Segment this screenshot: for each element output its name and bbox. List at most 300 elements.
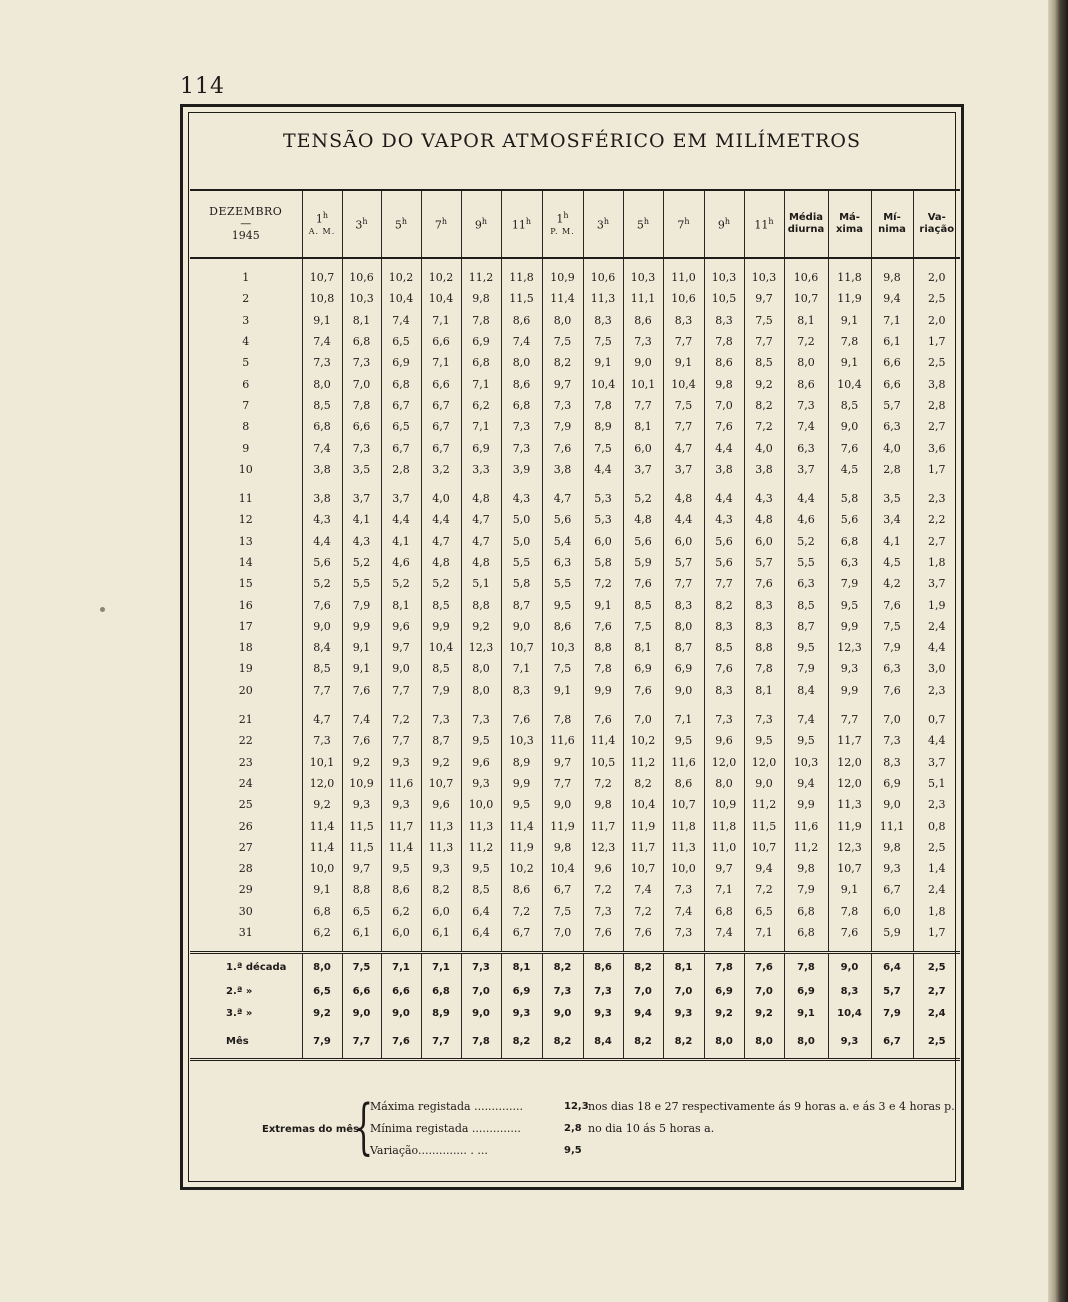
value-cell: 8,1	[623, 416, 663, 437]
value-cell: 11,9	[501, 837, 542, 858]
value-cell: 8,0	[501, 352, 542, 373]
value-cell: 9,0	[871, 794, 913, 815]
summary-label: 2.ª »	[190, 980, 302, 1002]
value-cell: 3,9	[501, 459, 542, 480]
value-cell: 10,4	[583, 373, 623, 394]
summary-value: 9,4	[623, 1002, 663, 1024]
value-cell: 2,7	[928, 534, 946, 548]
value-cell: 2,5	[928, 840, 946, 854]
value-cell: 4,7	[542, 488, 583, 509]
summary-value: 6,8	[421, 980, 461, 1002]
summary-value: 2,7	[927, 985, 946, 997]
hour-header: 11$^h$	[744, 190, 784, 258]
table-row	[190, 594, 960, 615]
value-cell: 4,1	[871, 531, 913, 552]
value-cell: 9,5	[461, 730, 501, 751]
value-cell: 11,1	[623, 288, 663, 309]
value-cell: 9,1	[583, 352, 623, 373]
value-cell: 8,7	[663, 637, 704, 658]
value-cell: 4,8	[421, 552, 461, 573]
value-cell: 9,5	[784, 730, 828, 751]
value-cell: 7,0	[342, 373, 381, 394]
value-cell: 5,5	[784, 552, 828, 573]
value-cell: 6,3	[784, 437, 828, 458]
value-cell: 10,5	[704, 288, 744, 309]
value-cell: 7,6	[623, 680, 663, 701]
value-cell: 9,8	[461, 288, 501, 309]
value-cell: 6,7	[381, 395, 421, 416]
value-cell: 7,6	[623, 922, 663, 943]
value-cell: 7,8	[583, 658, 623, 679]
value-cell: 7,3	[501, 416, 542, 437]
value-cell: 7,0	[623, 709, 663, 730]
value-cell: 8,2	[744, 395, 784, 416]
value-cell: 7,8	[828, 901, 871, 922]
summary-value: 7,7	[342, 1024, 381, 1060]
summary-value: 8,2	[663, 1024, 704, 1060]
value-cell: 11,8	[828, 267, 871, 288]
value-cell: 1,4	[928, 862, 946, 876]
minima-value: 2,8	[564, 1123, 582, 1134]
value-cell: 5,6	[302, 552, 342, 573]
maxima-label: Máxima registada ..............	[370, 1100, 524, 1113]
table-row	[190, 437, 960, 458]
summary-value: 7,6	[744, 953, 784, 981]
value-cell: 11,6	[542, 730, 583, 751]
value-cell: 8,6	[501, 879, 542, 900]
value-cell: 9,0	[663, 680, 704, 701]
day-cell: 8	[190, 416, 302, 437]
value-cell: 7,3	[542, 395, 583, 416]
summary-value: 8,0	[302, 953, 342, 981]
table-row	[190, 709, 960, 730]
value-cell: 6,5	[342, 901, 381, 922]
value-cell: 9,8	[583, 794, 623, 815]
value-cell: 7,0	[542, 922, 583, 943]
value-cell: 11,4	[501, 815, 542, 836]
value-cell: 7,1	[501, 658, 542, 679]
value-cell: 11,4	[302, 837, 342, 858]
value-cell: 11,3	[421, 837, 461, 858]
value-cell: 6,0	[421, 901, 461, 922]
value-cell: 9,5	[461, 858, 501, 879]
value-cell: 6,3	[542, 552, 583, 573]
value-cell: 10,2	[623, 730, 663, 751]
value-cell: 2,4	[928, 619, 946, 633]
value-cell: 9,7	[542, 752, 583, 773]
summary-rows	[190, 953, 960, 1060]
value-cell: 7,7	[663, 331, 704, 352]
decade-summary-row	[190, 1002, 960, 1024]
value-cell: 7,1	[744, 922, 784, 943]
value-cell: 4,8	[461, 552, 501, 573]
value-cell: 10,6	[663, 288, 704, 309]
value-cell: 7,7	[744, 331, 784, 352]
bottom-spacer-row	[190, 943, 960, 953]
value-cell: 8,5	[704, 637, 744, 658]
minima-description: no dia 10 ás 5 horas a.	[588, 1122, 715, 1135]
value-cell: 11,4	[302, 815, 342, 836]
value-cell: 7,0	[704, 395, 744, 416]
table-row	[190, 616, 960, 637]
value-cell: 8,9	[583, 416, 623, 437]
value-cell: 9,1	[542, 680, 583, 701]
table-row	[190, 680, 960, 701]
summary-value: 8,4	[583, 1024, 623, 1060]
value-cell: 8,5	[623, 594, 663, 615]
summary-label: 3.ª »	[190, 1002, 302, 1024]
value-cell: 7,1	[871, 310, 913, 331]
value-cell: 6,9	[461, 331, 501, 352]
day-cell: 9	[190, 437, 302, 458]
day-cell: 22	[190, 730, 302, 751]
value-cell: 9,3	[381, 794, 421, 815]
value-cell: 2,8	[871, 459, 913, 480]
value-cell: 11,9	[828, 815, 871, 836]
day-cell: 23	[190, 752, 302, 773]
summary-value: 8,3	[828, 980, 871, 1002]
value-cell: 11,2	[744, 794, 784, 815]
value-cell: 10,1	[623, 373, 663, 394]
value-cell: 8,0	[542, 310, 583, 331]
value-cell: 7,8	[583, 395, 623, 416]
value-cell: 7,4	[663, 901, 704, 922]
summary-value: 6,9	[704, 980, 744, 1002]
value-cell: 7,2	[744, 879, 784, 900]
value-cell: 1,8	[928, 556, 946, 569]
value-cell: 8,5	[828, 395, 871, 416]
value-cell: 6,0	[381, 922, 421, 943]
value-cell: 5,5	[542, 573, 583, 594]
value-cell: 7,3	[663, 922, 704, 943]
value-cell: 3,8	[302, 488, 342, 509]
value-cell: 6,8	[461, 352, 501, 373]
value-cell: 11,2	[623, 752, 663, 773]
summary-value: 6,5	[302, 980, 342, 1002]
value-cell: 7,6	[704, 416, 744, 437]
value-cell: 4,4	[928, 734, 946, 748]
value-cell: 10,4	[828, 373, 871, 394]
value-cell: 11,7	[828, 730, 871, 751]
value-cell: 11,9	[828, 288, 871, 309]
value-cell: 8,2	[542, 352, 583, 373]
value-cell: 10,9	[342, 773, 381, 794]
value-cell: 7,6	[828, 922, 871, 943]
value-cell: 6,6	[421, 331, 461, 352]
day-cell: 20	[190, 680, 302, 701]
summary-value: 7,0	[461, 980, 501, 1002]
value-cell: 0,8	[928, 819, 946, 833]
value-cell: 11,9	[542, 815, 583, 836]
hour-header: 1$^h$ P. M.	[542, 190, 583, 258]
value-cell: 5,1	[928, 776, 946, 790]
value-cell: 2,3	[928, 683, 946, 697]
value-cell: 6,1	[871, 331, 913, 352]
value-cell: 10,4	[421, 288, 461, 309]
value-cell: 2,0	[928, 313, 946, 327]
table-row	[190, 922, 960, 943]
value-cell: 9,1	[342, 658, 381, 679]
value-cell: 11,2	[461, 267, 501, 288]
value-cell: 11,5	[744, 815, 784, 836]
summary-value: 2,5	[913, 1024, 960, 1060]
value-cell: 12,0	[828, 773, 871, 794]
table-row	[190, 352, 960, 373]
value-cell: 9,5	[744, 730, 784, 751]
table-row	[190, 879, 960, 900]
value-cell: 8,3	[704, 310, 744, 331]
value-cell: 7,4	[302, 437, 342, 458]
value-cell: 6,7	[871, 879, 913, 900]
summary-value: 7,3	[542, 980, 583, 1002]
minima-header: Mí- nima	[871, 190, 913, 258]
value-cell: 3,7	[342, 488, 381, 509]
hour-header: 9$^h$	[461, 190, 501, 258]
decade-summary-row	[190, 980, 960, 1002]
value-cell: 6,6	[871, 352, 913, 373]
value-cell: 9,8	[784, 858, 828, 879]
value-cell: 10,2	[381, 267, 421, 288]
value-cell: 4,0	[421, 488, 461, 509]
value-cell: 4,5	[828, 459, 871, 480]
day-cell: 1	[190, 267, 302, 288]
value-cell: 4,4	[302, 531, 342, 552]
value-cell: 7,2	[623, 901, 663, 922]
value-cell: 2,8	[928, 398, 946, 412]
value-cell: 9,9	[421, 616, 461, 637]
value-cell: 5,6	[704, 552, 744, 573]
value-cell: 9,1	[828, 352, 871, 373]
maxima-description: nos dias 18 e 27 respectivamente ás 9 horas a. e ás 3 e 4 horas p.	[588, 1100, 955, 1113]
value-cell: 4,3	[302, 509, 342, 530]
value-cell: 6,7	[542, 879, 583, 900]
top-spacer-row	[190, 258, 960, 267]
value-cell: 10,7	[623, 858, 663, 879]
value-cell: 6,8	[302, 901, 342, 922]
value-cell: 4,8	[623, 509, 663, 530]
value-cell: 7,8	[828, 331, 871, 352]
value-cell: 12,3	[828, 637, 871, 658]
variacao-value: 9,5	[564, 1145, 582, 1156]
value-cell: 7,9	[342, 594, 381, 615]
summary-value: 9,0	[342, 1002, 381, 1024]
value-cell: 5,2	[381, 573, 421, 594]
value-cell: 8,4	[784, 680, 828, 701]
value-cell: 8,0	[461, 680, 501, 701]
value-cell: 7,3	[704, 709, 744, 730]
value-cell: 6,9	[381, 352, 421, 373]
value-cell: 8,1	[381, 594, 421, 615]
value-cell: 4,4	[663, 509, 704, 530]
value-cell: 8,1	[342, 310, 381, 331]
hour-header: 5$^h$	[623, 190, 663, 258]
maxima-row	[370, 1098, 955, 1116]
value-cell: 7,2	[583, 879, 623, 900]
value-cell: 3,5	[342, 459, 381, 480]
value-cell: 8,6	[704, 352, 744, 373]
value-cell: 4,7	[461, 531, 501, 552]
value-cell: 2,2	[928, 513, 946, 527]
value-cell: 11,9	[623, 815, 663, 836]
value-cell: 5,6	[542, 509, 583, 530]
value-cell: 10,9	[704, 794, 744, 815]
value-cell: 2,3	[928, 798, 946, 812]
day-cell: 18	[190, 637, 302, 658]
value-cell: 12,0	[828, 752, 871, 773]
summary-value: 7,0	[663, 980, 704, 1002]
value-cell: 9,6	[461, 752, 501, 773]
value-cell: 8,7	[421, 730, 461, 751]
value-cell: 10,3	[501, 730, 542, 751]
value-cell: 8,5	[302, 395, 342, 416]
summary-value: 6,9	[784, 980, 828, 1002]
value-cell: 9,1	[302, 879, 342, 900]
value-cell: 10,3	[342, 288, 381, 309]
value-cell: 5,1	[461, 573, 501, 594]
summary-value: 6,7	[871, 1024, 913, 1060]
value-cell: 11,8	[501, 267, 542, 288]
value-cell: 7,3	[342, 352, 381, 373]
summary-value: 9,0	[542, 1002, 583, 1024]
value-cell: 5,5	[501, 552, 542, 573]
table-row	[190, 331, 960, 352]
month-header: DEZEMBRO — 1945	[190, 190, 302, 258]
value-cell: 4,4	[704, 437, 744, 458]
value-cell: 7,9	[784, 658, 828, 679]
value-cell: 3,7	[381, 488, 421, 509]
value-cell: 11,4	[583, 730, 623, 751]
value-cell: 8,3	[663, 310, 704, 331]
value-cell: 7,2	[501, 901, 542, 922]
value-cell: 4,6	[784, 509, 828, 530]
summary-value: 9,2	[302, 1002, 342, 1024]
value-cell: 7,3	[871, 730, 913, 751]
value-cell: 7,7	[302, 680, 342, 701]
summary-value: 5,7	[871, 980, 913, 1002]
day-cell: 28	[190, 858, 302, 879]
value-cell: 7,4	[784, 709, 828, 730]
summary-value: 9,2	[704, 1002, 744, 1024]
value-cell: 6,9	[663, 658, 704, 679]
value-cell: 8,6	[542, 616, 583, 637]
value-cell: 5,8	[501, 573, 542, 594]
page-number: 114	[180, 74, 225, 99]
value-cell: 5,8	[828, 488, 871, 509]
value-cell: 5,9	[871, 922, 913, 943]
decade-spacer-row	[190, 480, 960, 488]
table-row	[190, 901, 960, 922]
decade-summary-row	[190, 953, 960, 981]
summary-value: 7,9	[871, 1002, 913, 1024]
value-cell: 3,0	[928, 662, 946, 676]
table-row	[190, 773, 960, 794]
value-cell: 11,3	[663, 837, 704, 858]
value-cell: 9,9	[583, 680, 623, 701]
header-row	[190, 190, 960, 258]
value-cell: 7,7	[663, 573, 704, 594]
value-cell: 9,4	[744, 858, 784, 879]
value-cell: 9,4	[871, 288, 913, 309]
value-cell: 5,8	[583, 552, 623, 573]
value-cell: 7,5	[583, 437, 623, 458]
value-cell: 8,5	[421, 658, 461, 679]
table-title: TENSÃO DO VAPOR ATMOSFÉRICO EM MILÍMETROS	[283, 130, 861, 152]
value-cell: 7,7	[828, 709, 871, 730]
value-cell: 9,5	[828, 594, 871, 615]
value-cell: 10,2	[421, 267, 461, 288]
value-cell: 8,3	[663, 594, 704, 615]
value-cell: 4,6	[381, 552, 421, 573]
table-row	[190, 752, 960, 773]
summary-label: Mês	[190, 1024, 302, 1060]
value-cell: 9,5	[542, 594, 583, 615]
value-cell: 11,2	[461, 837, 501, 858]
value-cell: 8,7	[784, 616, 828, 637]
day-cell: 31	[190, 922, 302, 943]
value-cell: 12,0	[704, 752, 744, 773]
day-cell: 3	[190, 310, 302, 331]
summary-value: 7,0	[744, 980, 784, 1002]
day-cell: 10	[190, 459, 302, 480]
day-cell: 16	[190, 594, 302, 615]
value-cell: 7,3	[744, 709, 784, 730]
value-cell: 7,5	[871, 616, 913, 637]
value-cell: 8,6	[623, 310, 663, 331]
value-cell: 4,7	[663, 437, 704, 458]
value-cell: 9,3	[421, 858, 461, 879]
day-cell: 21	[190, 709, 302, 730]
value-cell: 6,9	[461, 437, 501, 458]
value-cell: 8,3	[871, 752, 913, 773]
summary-value: 7,3	[583, 980, 623, 1002]
value-cell: 7,3	[342, 437, 381, 458]
hour-header: 7$^h$	[663, 190, 704, 258]
value-cell: 9,2	[421, 752, 461, 773]
summary-value: 6,4	[871, 953, 913, 981]
value-cell: 10,0	[302, 858, 342, 879]
value-cell: 8,3	[744, 616, 784, 637]
table-row	[190, 509, 960, 530]
summary-value: 9,0	[828, 953, 871, 981]
value-cell: 7,3	[302, 352, 342, 373]
day-cell: 13	[190, 531, 302, 552]
table-row	[190, 730, 960, 751]
summary-value: 7,9	[302, 1024, 342, 1060]
value-cell: 2,0	[928, 271, 946, 285]
day-cell: 4	[190, 331, 302, 352]
value-cell: 7,9	[828, 573, 871, 594]
value-cell: 7,6	[828, 437, 871, 458]
value-cell: 4,7	[421, 531, 461, 552]
value-cell: 8,0	[704, 773, 744, 794]
summary-value: 2,4	[927, 1007, 946, 1019]
summary-value: 8,2	[623, 1024, 663, 1060]
value-cell: 5,0	[501, 531, 542, 552]
maxima-header: Má- xima	[828, 190, 871, 258]
value-cell: 7,7	[381, 730, 421, 751]
value-cell: 6,3	[871, 658, 913, 679]
value-cell: 10,2	[501, 858, 542, 879]
value-cell: 7,2	[744, 416, 784, 437]
value-cell: 11,8	[663, 815, 704, 836]
summary-value: 7,6	[381, 1024, 421, 1060]
value-cell: 10,4	[421, 637, 461, 658]
value-cell: 1,7	[928, 462, 946, 476]
value-cell: 7,3	[583, 901, 623, 922]
day-cell: 27	[190, 837, 302, 858]
value-cell: 6,6	[421, 373, 461, 394]
value-cell: 9,0	[381, 658, 421, 679]
